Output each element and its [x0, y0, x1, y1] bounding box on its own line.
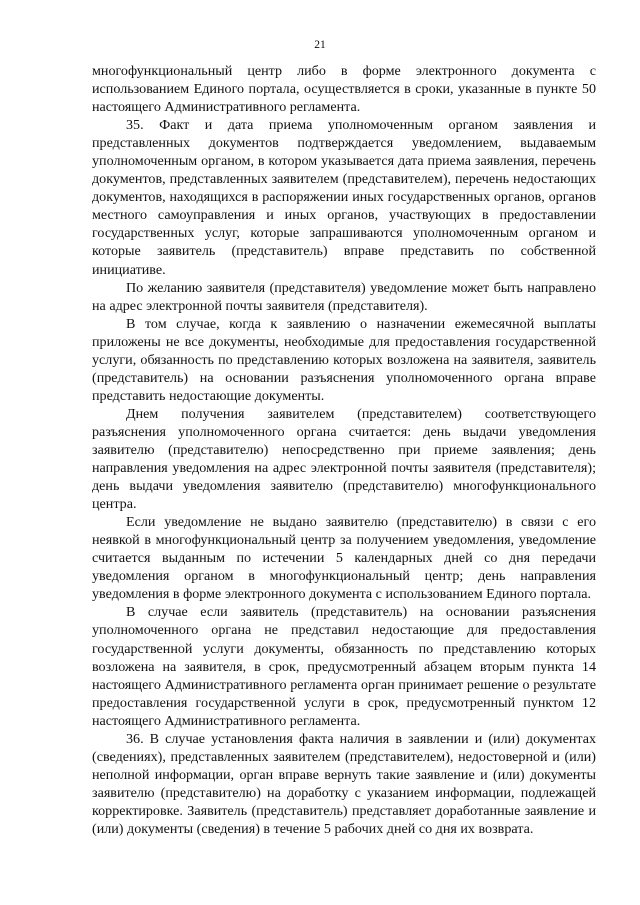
paragraph-clause-36: 36. В случае установления факта наличия в заявлении и (или) документах (сведениях), представленных заявителем (представителем), недостоверной и (или) неполной информации, орган вправе вернуть такие заявление и (или) документы заявителю (представителю) на доработку с указанием информации, подлежащей корректировке. Заявитель (представитель) представляет доработанные заявление и (или) документы (сведения) в течение 5 рабочих дней со дня их возврата. [92, 730, 596, 837]
paragraph-receipt-date: Днем получения заявителем (представителем) соответствующего разъяснения уполномоченного органа считается: день выдачи уведомления заявителю (представителю) непосредственно при приеме заявления; день направления уведомления на адрес электронной почты заявителя (представителя); день выдачи уведомления заявителю (представителю) многофункционального центра. [92, 405, 596, 513]
paragraph-decision: В случае если заявитель (представитель) на основании разъяснения уполномоченного органа не представил недостающие для предоставления государственной услуги документы, обязанность по представлению которых возложена на заявителя, в срок, предусмотренный абзацем вторым пункта 14 настоящего Административного регламента орган принимает решение о результате предоставления государственной услуги в срок, предусмотренный пунктом 12 настоящего Административного регламента. [92, 604, 596, 729]
paragraph-missing-documents: В том случае, когда к заявлению о назначении ежемесячной выплаты приложены не все документы, необходимые для предоставления государственной услуги, обязанность по представлению которых возложена на заявителя, заявитель (представитель) на основании разъяснения уполномоченного органа вправе представить недостающие документы. [92, 315, 596, 404]
document-body [92, 62, 596, 838]
paragraph-clause-35: 35. Факт и дата приема уполномоченным органом заявления и представленных документов подтверждается уведомлением, выдаваемым уполномоченным органом, в котором указывается дата приема заявления, перечень документов, представленных заявителем (представителем), перечень недостающих документов, находящихся в распоряжении иных государственных органов, органов местного самоуправления и иных органов, участвующих в предоставлении государственных услуг, которые запрашиваются уполномоченным органом и которые заявитель (представитель) вправе представить по собственной инициативе. [92, 117, 596, 278]
page-number: 21 [314, 39, 326, 51]
paragraph-continuation: многофункциональный центр либо в форме электронного документа с использованием Единого портала, осуществляется в сроки, указанные в пункте 50 настоящего Административного регламента. [92, 63, 596, 116]
paragraph-email-notification: По желанию заявителя (представителя) уведомление может быть направлено на адрес электронной почты заявителя (представителя). [92, 279, 596, 314]
paragraph-notification-not-issued: Если уведомление не выдано заявителю (представителю) в связи с его неявкой в многофункциональный центр за получением уведомления, уведомление считается выданным по истечении 5 календарных дней со дня передачи уведомления органом в многофункциональный центр; день направления уведомления в форме электронного документа с использованием Единого портала. [92, 514, 596, 603]
